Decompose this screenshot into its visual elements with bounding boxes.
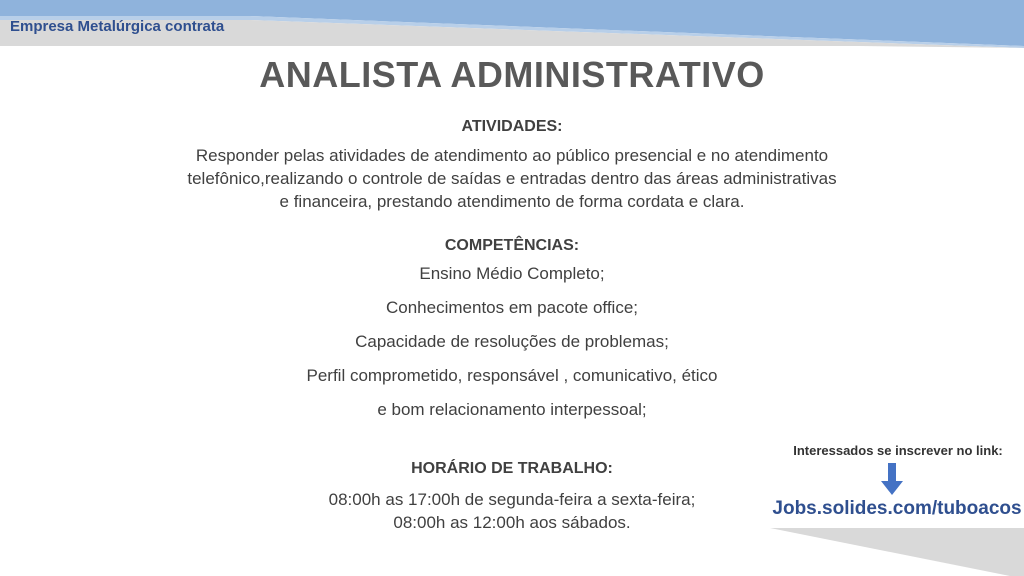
activities-line: e financeira, prestando atendimento de forma cordata e clara. — [279, 192, 745, 211]
arrow-down-icon — [881, 463, 903, 495]
job-title: ANALISTA ADMINISTRATIVO — [259, 54, 765, 95]
competency-item: Capacidade de resoluções de problemas; — [355, 332, 669, 351]
competency-item: Conhecimentos em pacote office; — [386, 298, 638, 317]
schedule-section — [60, 460, 964, 534]
activities-heading: ATIVIDADES: — [461, 118, 563, 135]
signup-label: Interessados se inscrever no link: — [793, 443, 1003, 458]
activities-section — [60, 118, 964, 213]
competency-item: Perfil comprometido, responsável , comunicativo, ético — [306, 366, 718, 385]
signup-link[interactable]: Jobs.solides.com/tuboacos — [772, 498, 1022, 519]
activities-line: Responder pelas atividades de atendimento ao público presencial e no atendimento — [195, 146, 829, 165]
schedule-line: 08:00h as 12:00h aos sábados. — [393, 513, 631, 532]
activities-line: telefônico,realizando o controle de saídas e entradas dentro das áreas administrativas — [187, 169, 837, 188]
competency-item: Ensino Médio Completo; — [419, 264, 605, 283]
competencies-section — [60, 237, 964, 427]
bottom-gray-band — [770, 528, 1024, 576]
competency-item: e bom relacionamento interpessoal; — [377, 400, 647, 419]
company-header-text: Empresa Metalúrgica contrata — [10, 18, 225, 35]
competencies-heading: COMPETÊNCIAS: — [444, 237, 580, 254]
schedule-heading: HORÁRIO DE TRABALHO: — [411, 460, 613, 477]
schedule-line: 08:00h as 17:00h de segunda-feira a sexta-feira; — [328, 490, 696, 509]
